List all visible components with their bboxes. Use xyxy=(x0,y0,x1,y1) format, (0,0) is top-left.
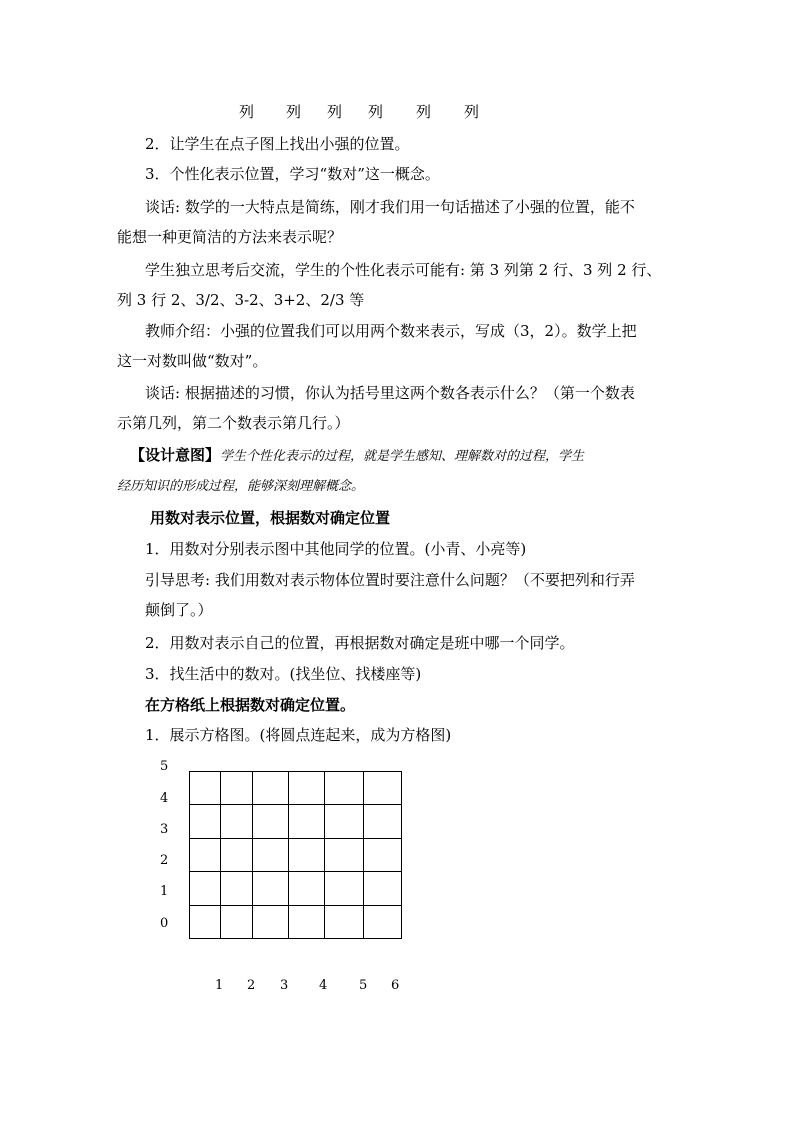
grid-cell xyxy=(364,838,402,871)
grid-cell xyxy=(289,872,325,905)
grid-cell xyxy=(325,905,364,938)
design-intent-text: 经历知识的形成过程，能够深刻理解概念。 xyxy=(117,479,365,494)
body-line: 谈话: 根据描述的习惯，你认为括号里这两个数各表示什么？（第一个数表 xyxy=(145,384,635,402)
grid-cell xyxy=(364,772,402,805)
grid-cell xyxy=(253,772,289,805)
column-label: 列 xyxy=(368,103,384,121)
body-line: 引导思考: 我们用数对表示物体位置时要注意什么问题？（不要把列和行弄 xyxy=(145,571,635,589)
body-line: 2．让学生在点子图上找出小强的位置。 xyxy=(145,135,410,153)
grid-y-label: 5 xyxy=(160,759,169,774)
grid-cell xyxy=(221,905,253,938)
column-label: 列 xyxy=(327,103,343,121)
column-label: 列 xyxy=(286,103,302,121)
body-line: 谈话: 数学的一大特点是简练，刚才我们用一句话描述了小强的位置，能不 xyxy=(145,198,635,216)
grid-table xyxy=(189,771,402,939)
grid-cell xyxy=(325,772,364,805)
grid-cell xyxy=(253,905,289,938)
grid-cell xyxy=(289,905,325,938)
grid-cell xyxy=(221,805,253,838)
body-line: 示第几列，第二个数表示第几行。） xyxy=(117,414,350,432)
grid-cell xyxy=(221,838,253,871)
grid-cell xyxy=(190,772,221,805)
grid-cell xyxy=(190,872,221,905)
grid-x-label: 4 xyxy=(319,978,328,993)
grid-cell xyxy=(364,805,402,838)
grid-cell xyxy=(253,805,289,838)
grid-cell xyxy=(325,838,364,871)
grid-cell xyxy=(253,838,289,871)
grid-cell xyxy=(190,805,221,838)
grid-cell xyxy=(253,872,289,905)
grid-cell xyxy=(364,905,402,938)
grid-x-label: 1 xyxy=(215,978,224,993)
grid-cell xyxy=(221,872,253,905)
design-intent-label: 【设计意图】 xyxy=(130,446,221,464)
grid-cell xyxy=(364,872,402,905)
body-line: 1．用数对分别表示图中其他同学的位置。(小青、小亮等) xyxy=(145,540,527,558)
grid-y-label: 4 xyxy=(160,791,169,806)
grid-x-label: 6 xyxy=(391,978,400,993)
design-intent-text: 学生个性化表示的过程，就是学生感知、理解数对的过程，学生 xyxy=(220,449,585,464)
grid-y-label: 2 xyxy=(160,853,169,868)
grid-x-label: 2 xyxy=(247,978,256,993)
grid-x-label: 5 xyxy=(359,978,368,993)
grid-y-label: 0 xyxy=(160,916,169,931)
column-label: 列 xyxy=(416,103,432,121)
square-grid xyxy=(189,771,401,939)
section-heading: 在方格纸上根据数对确定位置。 xyxy=(145,696,356,714)
column-label: 列 xyxy=(239,103,255,121)
grid-cell xyxy=(289,772,325,805)
design-intent xyxy=(130,445,584,467)
body-line: 学生独立思考后交流，学生的个性化表示可能有: 第 3 列第 2 行、3 列 2 行、 xyxy=(145,261,662,279)
body-line: 教师介绍：小强的位置我们可以用两个数来表示，写成（3，2）。数学上把 xyxy=(145,322,637,340)
grid-cell xyxy=(325,805,364,838)
body-line: 能想一种更简洁的方法来表示呢？ xyxy=(117,228,343,246)
grid-cell xyxy=(289,838,325,871)
grid-cell xyxy=(190,838,221,871)
grid-cell xyxy=(221,772,253,805)
grid-cell xyxy=(190,905,221,938)
grid-cell xyxy=(325,872,364,905)
body-line: 1．展示方格图。(将圆点连起来，成为方格图) xyxy=(145,726,452,744)
body-line: 2．用数对表示自己的位置，再根据数对确定是班中哪一个同学。 xyxy=(145,634,575,652)
grid-y-label: 1 xyxy=(160,884,169,899)
body-line: 这一对数叫做“数对”。 xyxy=(117,352,268,370)
grid-x-label: 3 xyxy=(280,978,289,993)
body-line: 3．个性化表示位置，学习“数对”这一概念。 xyxy=(145,165,440,183)
grid-cell xyxy=(289,805,325,838)
grid-y-label: 3 xyxy=(160,822,169,837)
section-heading: 用数对表示位置，根据数对确定位置 xyxy=(150,509,391,527)
body-line: 3．找生活中的数对。(找坐位、找楼座等) xyxy=(145,665,422,683)
body-line: 颠倒了。） xyxy=(145,601,213,619)
column-label: 列 xyxy=(464,103,480,121)
body-line: 列 3 行 2、3/2、3-2、3+2、2/3 等 xyxy=(117,291,365,309)
